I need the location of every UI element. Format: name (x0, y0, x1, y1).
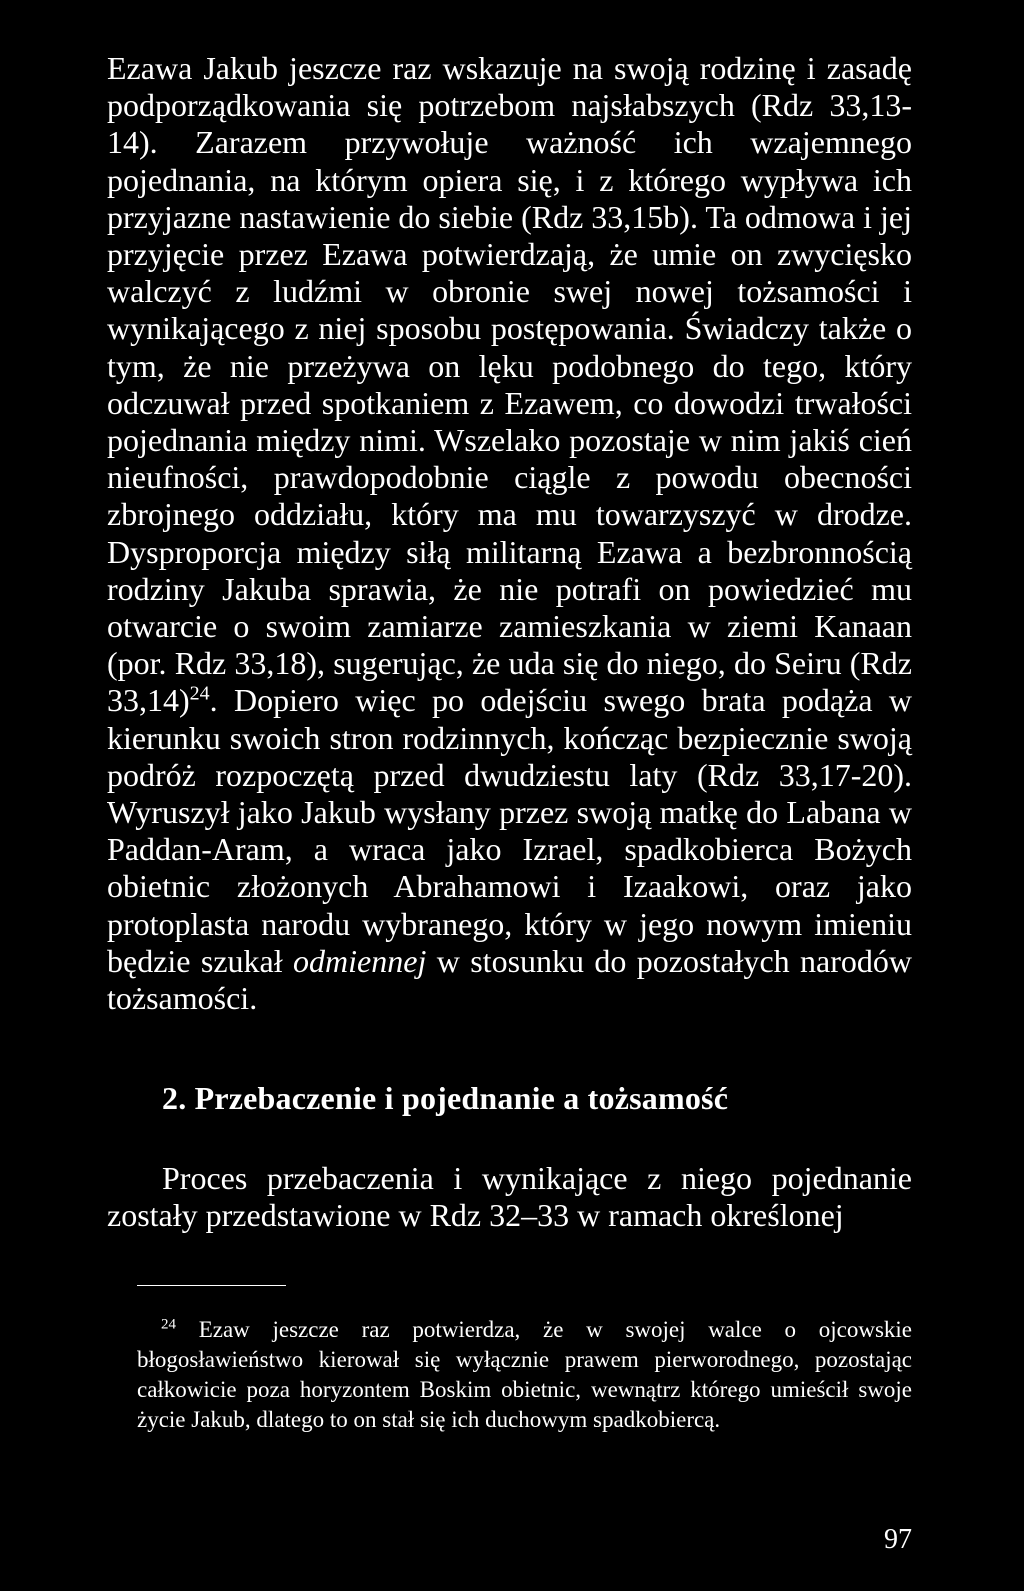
emphasized-word: odmiennej (293, 942, 427, 979)
footnote-number: 24 (161, 1316, 176, 1333)
paragraph-text-part3: w stosunku do pozostałych narodów tożsamości. (107, 942, 912, 1017)
paragraph-text-part1: Ezawa Jakub jeszcze raz wskazuje na swoją rodzinę i zasadę podporządkowania się potrzebom najsłabszych (Rdz 33,13-14). Zarazem przywołuje ważność ich wzajemnego pojednania, na którym opiera się, i z którego wypływa ich przyjazne nastawienie do siebie (Rdz 33,15b). Ta odmowa i jej przyjęcie przez Ezawa potwierdzają, że umie on zwycięsko walczyć z ludźmi w obronie swej nowej tożsamości i wynikającego z niej sposobu postępowania. Świadczy także o tym, że nie przeżywa on lęku podobnego do tego, który odczuwał przed spotkaniem z Ezawem, co dowodzi trwałości pojednania między nimi. Wszelako pozostaje w nim jakiś cień nieufności, prawdopodobnie ciągle z powodu obecności zbrojnego oddziału, który ma mu towarzyszyć w drodze. Dysproporcja między siłą militarną Ezawa a bezbronnością rodziny Jakuba sprawia, że nie potrafi on powiedzieć mu otwarcie o swoim zamiarze zamieszkania w ziemi Kanaan (por. Rdz 33,18), sugerując, że uda się do niego, do Seiru (Rdz 33,14) (107, 50, 912, 719)
section-intro-paragraph: Proces przebaczenia i wynikające z niego pojednanie zostały przedstawione w Rdz 32–33 w ramach określonej (107, 1160, 912, 1234)
paragraph-text-part2: . Dopiero więc po odejściu swego brata podąża w kierunku swoich stron rodzinnych, kończąc bezpiecznie swoją podróż rozpoczętą przed dwudziestu laty (Rdz 33,17-20). Wyruszył jako Jakub wysłany przez swoją matkę do Labana w Paddan-Aram, a wraca jako Izrael, spadkobierca Bożych obietnic złożonych Abrahamowi i Izaakowi, oraz jako protoplasta narodu wybranego, który w jego nowym imieniu będzie szukał (107, 682, 912, 979)
body-paragraph (107, 50, 912, 1017)
footnote (137, 1315, 912, 1435)
page-number: 97 (884, 1524, 912, 1555)
footnote-text: Ezaw jeszcze raz potwierdza, że w swojej walce o ojcowskie błogosławieństwo kierował się wyłącznie prawem pierworodnego, pozostając całkowicie poza horyzontem Boskim obietnic, wewnątrz którego umieścił swoje życie Jakub, dlatego to on stał się ich duchowym spadkobiercą. (137, 1317, 912, 1432)
section-heading: 2. Przebaczenie i pojednanie a tożsamość (162, 1080, 729, 1116)
footnote-divider (137, 1285, 286, 1286)
footnote-reference: 24 (189, 682, 210, 705)
